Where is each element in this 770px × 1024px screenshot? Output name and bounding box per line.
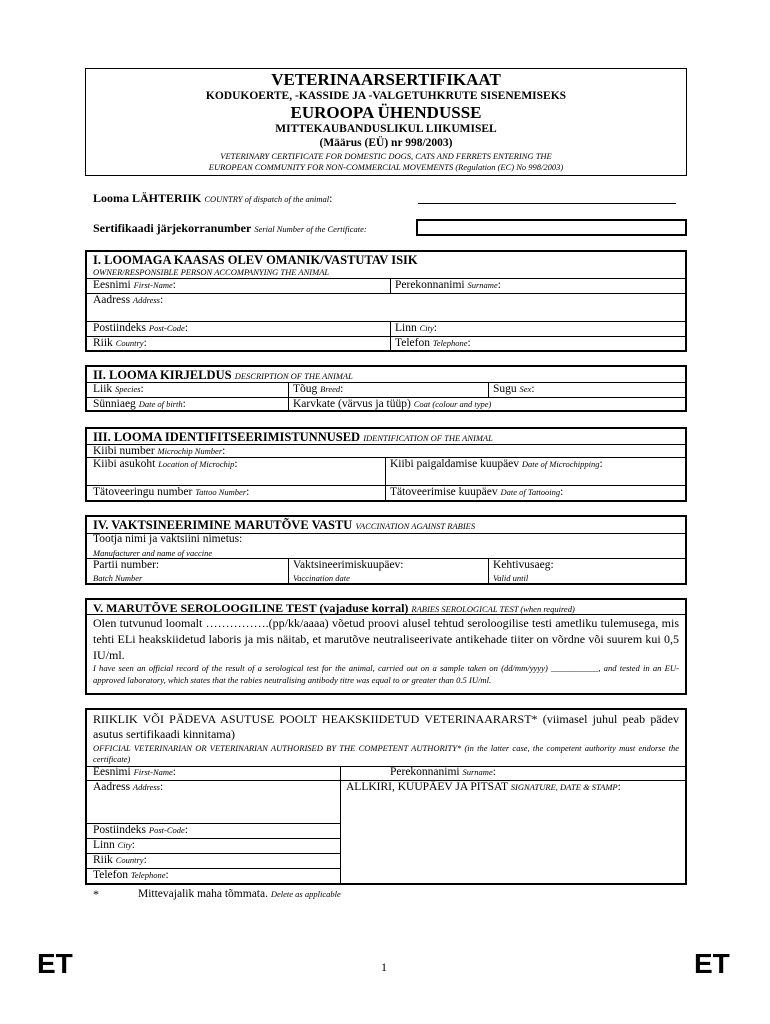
footnote-star: *: [93, 887, 99, 901]
species-field[interactable]: Liik Species:: [93, 383, 144, 395]
owner-surname-field[interactable]: Perekonnanimi Surname:: [395, 279, 501, 291]
footnote-text: Mittevajalik maha tõmmata. Delete as applicable: [138, 888, 341, 900]
vet-phone-field[interactable]: Telefon Telephone:: [93, 869, 169, 881]
valid-until-en: Valid until: [493, 573, 529, 583]
vet-first-name-field[interactable]: Eesnimi First-Name:: [93, 766, 176, 778]
serology-statement: Olen tutvunud loomalt …………….(pp/kk/aaaa) võetud proovi alusel tehtud seroloogilise testi ametliku tulemusega, mis tehti ELi heakskiidetud laboris ja mis näitab, et marutõve neutraliseerivate antikehade tiiter on võrdne või suurem kui 0,5 IU/ml.: [93, 616, 679, 662]
title-line5: (Määrus (EÜ) nr 998/2003): [319, 137, 453, 149]
vet-address-field[interactable]: Aadress Address:: [93, 781, 164, 793]
owner-country-field[interactable]: Riik Country:: [93, 337, 147, 349]
dispatch-country-line[interactable]: [418, 203, 676, 204]
section-veterinarian-header-en: OFFICIAL VETERINARIAN OR VETERINARIAN AUTHORISED BY THE COMPETENT AUTHORITY* (in the latter case, the competent authority must endorse the certificate): [93, 743, 679, 764]
tattoo-date-field[interactable]: Tätoveerimise kuupäev Date of Tattooing:: [390, 486, 564, 498]
microchip-number-field[interactable]: Kiibi number Microchip Number:: [93, 445, 226, 457]
vaccine-manufacturer-field[interactable]: Tootja nimi ja vaktsiini nimetus:: [93, 533, 243, 545]
vaccine-manufacturer-en: Manufacturer and name of vaccine: [93, 548, 213, 558]
section-serology: [85, 598, 687, 695]
valid-until-field[interactable]: Kehtivusaeg:: [493, 559, 554, 571]
title-en2: EUROPEAN COMMUNITY FOR NON-COMMERCIAL MOVEMENTS (Regulation (EC) No 998/2003): [208, 162, 564, 172]
section-veterinarian-header: RIIKLIK VÕI PÄDEVA ASUTUSE POOLT HEAKSKIIDETUD VETERINAARARST* (viimasel juhul peab pädev asutus sertifikaadi kinnitama): [93, 712, 679, 741]
section-identification-header: III. LOOMA IDENTIFITSEERIMISTUNNUSED IDENTIFICATION OF THE ANIMAL: [93, 430, 493, 444]
coat-field[interactable]: Karvkate (värvus ja tüüp) Coat (colour and type): [293, 398, 492, 410]
section-vaccination: [85, 515, 687, 585]
section-veterinarian: [85, 708, 687, 885]
title-main: VETERINAARSERTIFIKAAT: [271, 70, 501, 89]
dispatch-country-label: Looma LÄHTERIIK COUNTRY of dispatch of the animal:: [93, 191, 333, 205]
vaccination-date-field[interactable]: Vaktsineerimiskuupäev:: [293, 559, 404, 571]
owner-phone-field[interactable]: Telefon Telephone:: [395, 337, 471, 349]
section-identification: [85, 427, 687, 502]
section-vaccination-header: IV. VAKTSINEERIMINE MARUTÕVE VASTU VACCINATION AGAINST RABIES: [93, 518, 476, 532]
breed-field[interactable]: Tõug Breed:: [293, 383, 344, 395]
title-line4: MITTEKAUBANDUSLIKUL LIIKUMISEL: [275, 123, 497, 135]
date-of-birth-field[interactable]: Sünniaeg Date of birth:: [93, 398, 186, 410]
batch-number-en: Batch Number: [93, 573, 143, 583]
microchip-location-field[interactable]: Kiibi asukoht Location of Microchip:: [93, 458, 238, 470]
vet-postcode-field[interactable]: Postiindeks Post-Code:: [93, 824, 189, 836]
serology-statement-en: I have seen an official record of the result of a serological test for the animal, carried out on a sample taken on (dd/mm/yyyy) ___________, and tested in an EU-approved laboratory, which states that the rabies neutralising antibody titre was equal to or greater than 0.5 IU/ml.: [93, 663, 679, 685]
section-description: [85, 365, 687, 412]
batch-number-field[interactable]: Partii number:: [93, 559, 160, 571]
section-owner-header-en: OWNER/RESPONSIBLE PERSON ACCOMPANYING THE ANIMAL: [93, 267, 330, 277]
section-serology-header: V. MARUTÕVE SEROLOOGILINE TEST (vajaduse korral) RABIES SEROLOGICAL TEST (when required): [93, 601, 575, 615]
page-number: 1: [381, 960, 387, 974]
owner-city-field[interactable]: Linn City:: [395, 322, 437, 334]
section-owner: [85, 250, 687, 352]
owner-postcode-field[interactable]: Postiindeks Post-Code:: [93, 322, 189, 334]
section-description-header: II. LOOMA KIRJELDUS DESCRIPTION OF THE ANIMAL: [93, 368, 353, 382]
vet-surname-field[interactable]: Perekonnanimi Surname:: [390, 766, 496, 778]
vet-city-field[interactable]: Linn City:: [93, 839, 135, 851]
owner-first-name-field[interactable]: Eesnimi First-Name:: [93, 279, 176, 291]
serial-number-label: Sertifikaadi järjekorranumber Serial Number of the Certificate:: [93, 221, 367, 235]
owner-address-field[interactable]: Aadress Address:: [93, 294, 164, 306]
vet-signature-field[interactable]: ALLKIRI, KUUPÄEV JA PITSAT SIGNATURE, DATE & STAMP:: [346, 781, 621, 793]
serial-number-field[interactable]: [416, 219, 687, 236]
title-line2: KODUKOERTE, -KASSIDE JA -VALGETUHKRUTE SISENEMISEKS: [205, 90, 567, 102]
footer-language-left: ET: [37, 948, 73, 979]
footer-language-right: ET: [694, 948, 730, 979]
sex-field[interactable]: Sugu Sex:: [493, 383, 535, 395]
tattoo-number-field[interactable]: Tätoveeringu number Tattoo Number:: [93, 486, 250, 498]
title-line3: EUROOPA ÜHENDUSSE: [290, 103, 482, 122]
section-owner-header: I. LOOMAGA KAASAS OLEV OMANIK/VASTUTAV ISIK: [93, 253, 418, 267]
vet-country-field[interactable]: Riik Country:: [93, 854, 147, 866]
vaccination-date-en: Vaccination date: [293, 573, 350, 583]
title-en1: VETERINARY CERTIFICATE FOR DOMESTIC DOGS, CATS AND FERRETS ENTERING THE: [220, 151, 552, 161]
microchip-date-field[interactable]: Kiibi paigaldamise kuupäev Date of Microchipping:: [390, 458, 603, 470]
